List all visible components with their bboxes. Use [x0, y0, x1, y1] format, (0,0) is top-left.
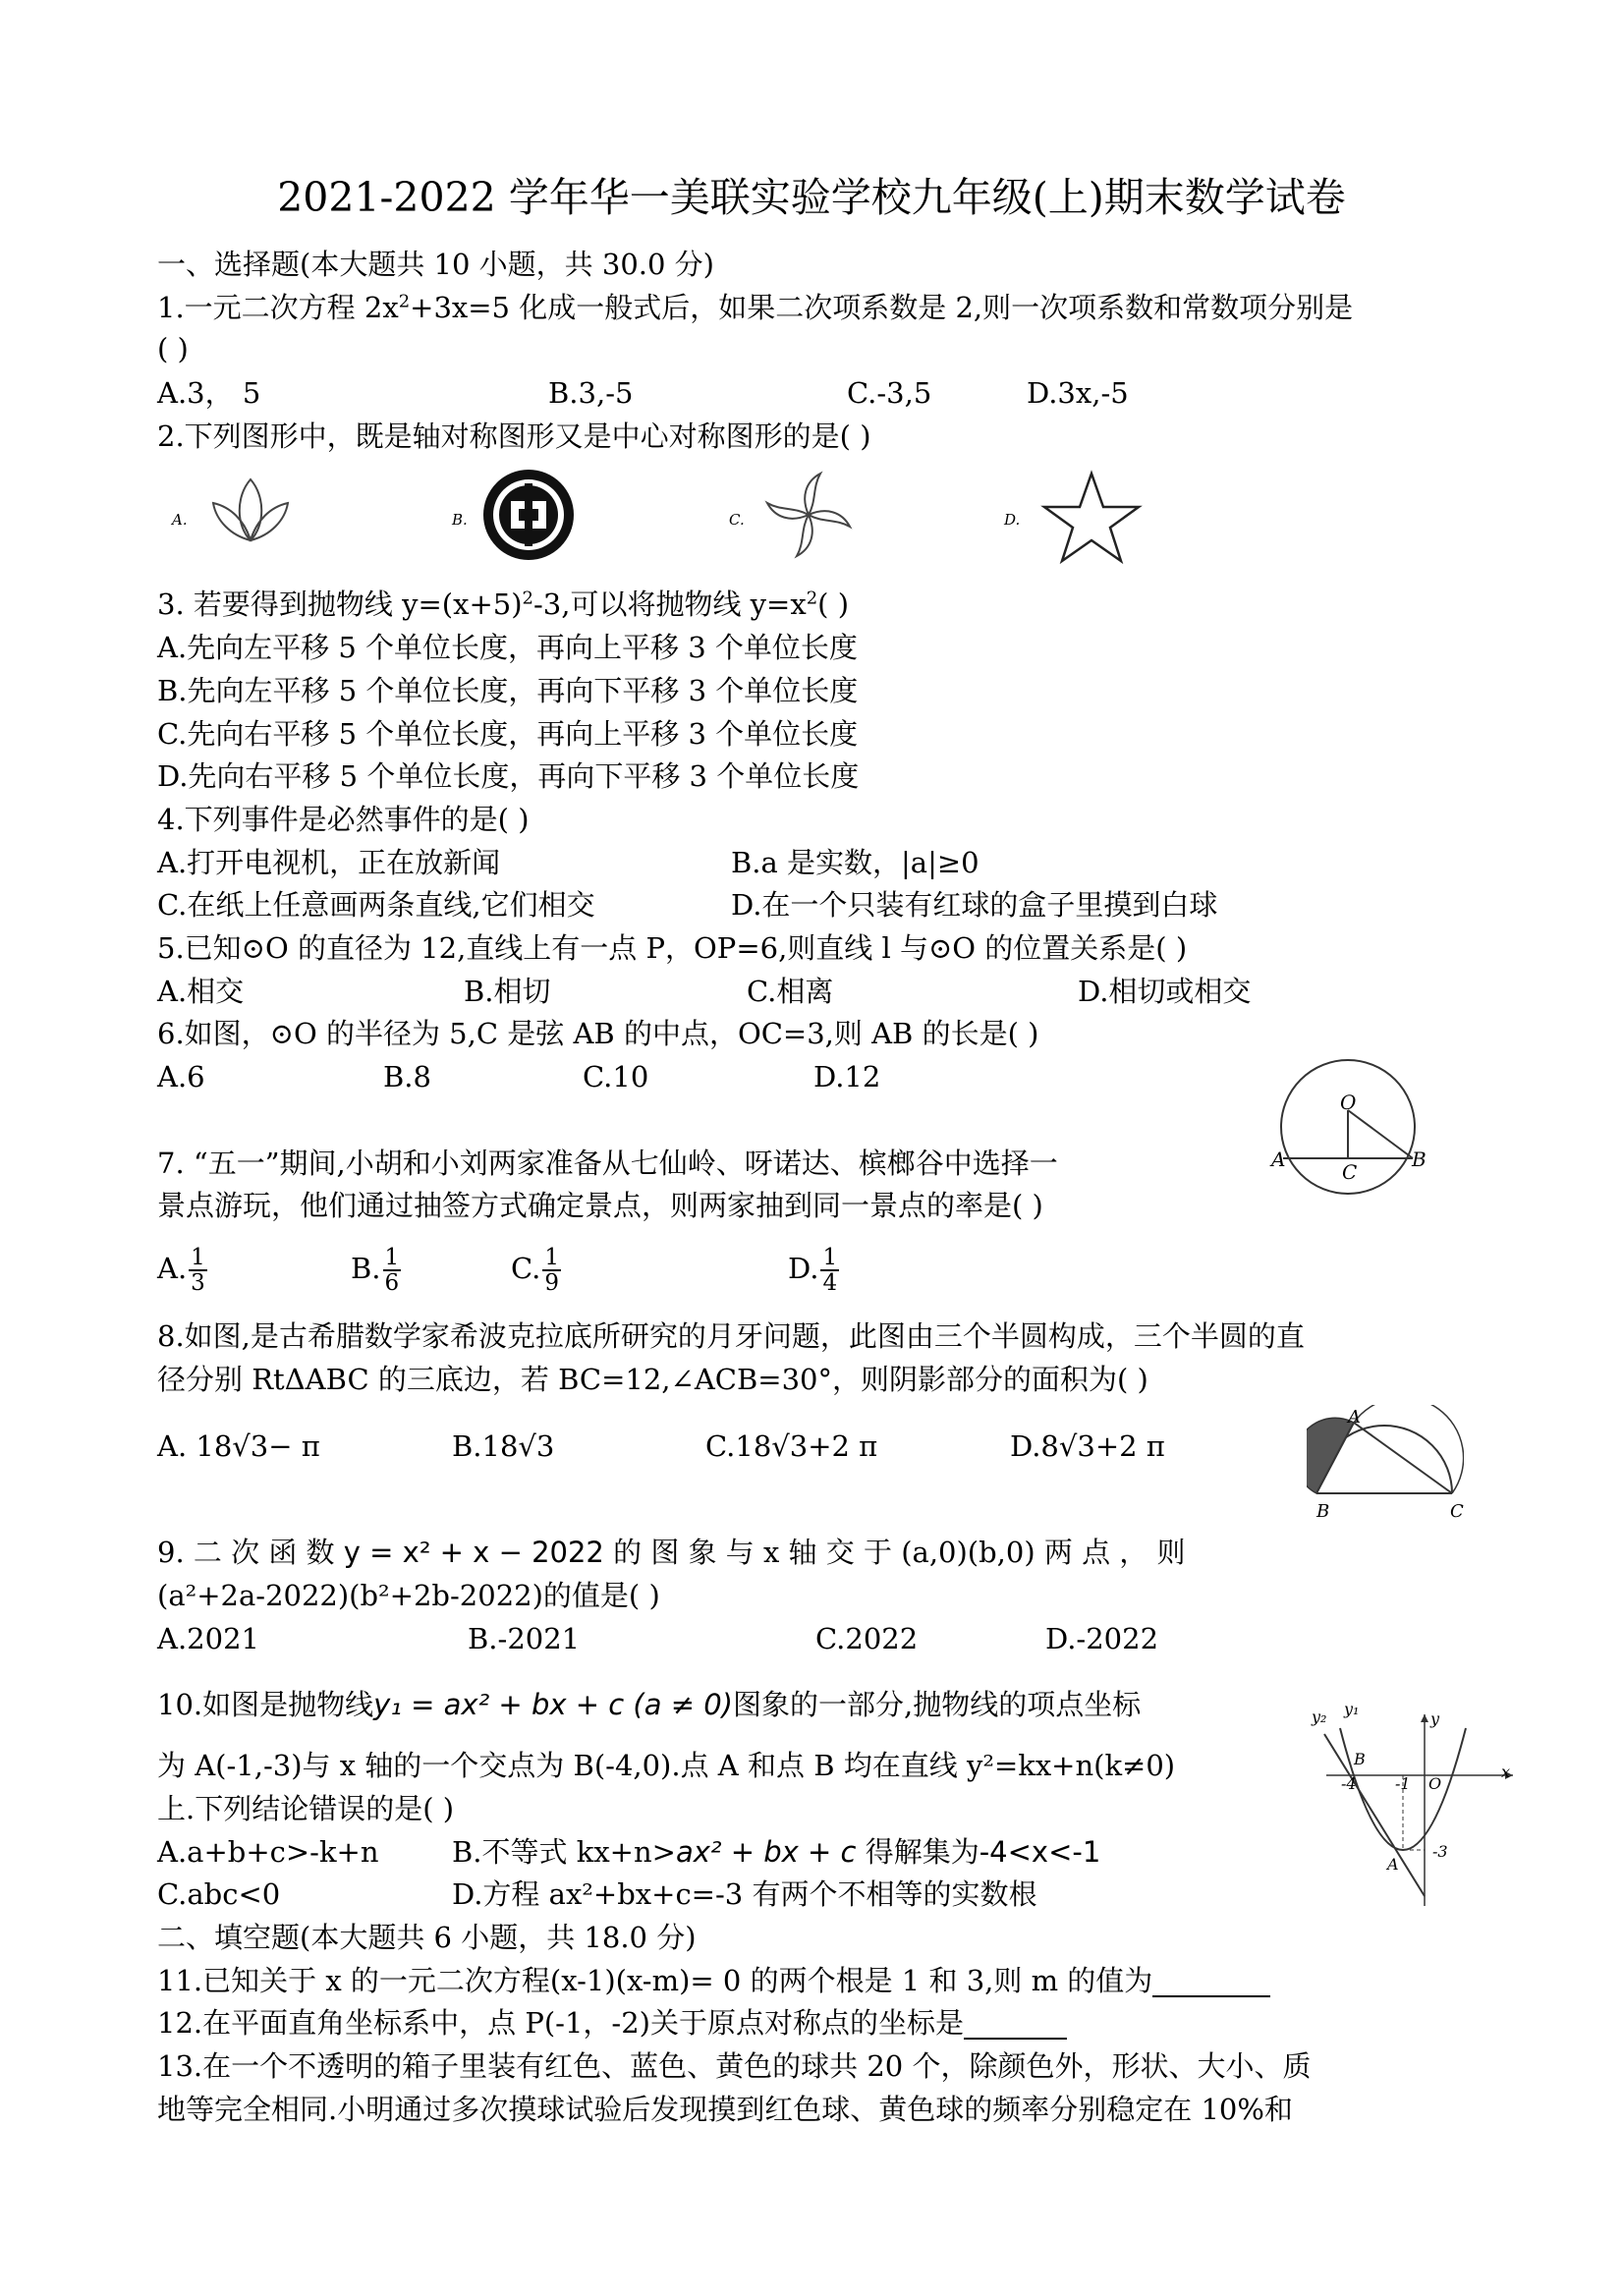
q10-option-a: A.a+b+c>-k+n: [157, 1835, 379, 1869]
q10-option-c: C.abc<0: [157, 1877, 281, 1911]
q1-option-c: C.-3,5: [847, 376, 932, 410]
q5-option-c: C.相离: [747, 975, 834, 1008]
q8-option-b: B.18√3: [452, 1429, 555, 1463]
question-5-stem: 5.已知⊙O 的直径为 12,直线上有一点 P，OP=6,则直线 l 与⊙O 的位置关系是( ): [157, 931, 1188, 965]
q5-option-b: B.相切: [464, 975, 551, 1008]
q6-option-a: A.6: [157, 1060, 205, 1093]
q10-option-b: B.不等式 kx+n>ax² + bx + c 得解集为-4<x<-1: [452, 1835, 1101, 1869]
question-6-stem: 6.如图，⊙O 的半径为 5,C 是弦 AB 的中点，OC=3,则 AB 的长是( ): [157, 1017, 1039, 1050]
q7-fraction-a: $\frac{1}{3}$: [191, 1245, 205, 1296]
q7-fraction-b: $\frac{1}{6}$: [384, 1245, 400, 1296]
q8-label-b: B: [1316, 1501, 1330, 1522]
q9-equation: y = x² + x − 2022: [343, 1536, 604, 1569]
q7-option-c: C. $\frac{1}{9}$: [511, 1245, 560, 1296]
q1-option-b: B.3,-5: [548, 376, 634, 410]
q6-label-b: B: [1412, 1148, 1427, 1171]
q10-label-a: A: [1387, 1855, 1399, 1874]
q8-option-d: D.8√3+2 π: [1010, 1429, 1165, 1463]
lotus-icon: [201, 472, 300, 550]
q2-label-b: B.: [452, 511, 468, 529]
q10-label-y2: y₂: [1312, 1708, 1327, 1726]
q8-label-a: A: [1348, 1407, 1361, 1428]
q10-label-o: O: [1428, 1774, 1442, 1793]
q4-option-a: A.打开电视机，正在放新闻: [157, 846, 501, 879]
q4-option-c: C.在纸上任意画两条直线,它们相交: [157, 888, 595, 922]
q2-label-d: D.: [1004, 511, 1021, 529]
q9-option-d: D.-2022: [1045, 1622, 1159, 1655]
q6-option-d: D.12: [813, 1060, 881, 1093]
section-heading-choice: 一、选择题(本大题共 10 小题，共 30.0 分): [157, 248, 714, 281]
question-8-line-1: 8.如图,是古希腊数学家希波克拉底所研究的月牙问题，此图由三个半圆构成，三个半圆的直: [157, 1319, 1305, 1353]
question-12-stem: 12.在平面直角坐标系中，点 P(-1，-2)关于原点对称点的坐标是: [157, 2006, 1067, 2040]
page-title: 2021-2022 学年华一美联实验学校九年级(上)期末数学试卷: [277, 174, 1346, 221]
q3-option-c: C.先向右平移 5 个单位长度，再向上平移 3 个单位长度: [157, 717, 859, 751]
bank-logo-icon: [481, 468, 576, 562]
q10-label-y1: y₁: [1344, 1700, 1360, 1718]
star-icon: [1039, 470, 1144, 564]
q5-option-d: D.相切或相交: [1078, 975, 1252, 1008]
q7-option-b: B. $\frac{1}{6}$: [351, 1245, 400, 1296]
question-2-stem: 2.下列图形中，既是轴对称图形又是中心对称图形的是( ): [157, 420, 871, 453]
q10-equation: y₁ = ax² + bx + c (a ≠ 0): [373, 1688, 733, 1721]
q9-option-b: B.-2021: [468, 1622, 581, 1655]
q7-fraction-d: $\frac{1}{4}$: [822, 1245, 838, 1296]
question-1-paren: ( ): [157, 332, 189, 365]
question-3-stem: 3. 若要得到抛物线 $y=(x+5)^2-3$,可以将抛物线 $y=x^2$( ): [157, 588, 850, 621]
q9-option-c: C.2022: [815, 1622, 919, 1655]
q10-label-minus3: -3: [1432, 1842, 1448, 1861]
question-9-line-1: 9. 二 次 函 数 y = x² + x − 2022 的 图 象 与 x 轴 交 于 (a,0)(b,0) 两 点 ， 则: [157, 1536, 1186, 1569]
q3-option-a: A.先向左平移 5 个单位长度，再向上平移 3 个单位长度: [157, 631, 858, 664]
question-10-line-2: 为 A(-1,-3)与 x 轴的一个交点为 B(-4,0).点 A 和点 B 均在直线 y²=kx+n(k≠0): [157, 1749, 1176, 1782]
q4-option-b: B.a 是实数，|a|≥0: [731, 846, 979, 879]
question-11-stem: 11.已知关于 x 的一元二次方程(x-1)(x-m)= 0 的两个根是 1 和 3,则 m 的值为: [157, 1964, 1270, 1997]
q10-label-minus4: -4: [1341, 1774, 1357, 1793]
q10-label-x: x: [1501, 1763, 1511, 1781]
q7-fraction-c: $\frac{1}{9}$: [544, 1245, 560, 1296]
question-8-line-2: 径分别 RtΔABC 的三底边，若 BC=12,∠ACB=30°，则阴影部分的面积为( ): [157, 1363, 1148, 1396]
q6-label-a: A: [1271, 1148, 1286, 1171]
q1-option-d: D.3x,-5: [1027, 376, 1129, 410]
q3-option-b: B.先向左平移 5 个单位长度，再向下平移 3 个单位长度: [157, 674, 859, 707]
q10-option-d: D.方程 ax²+bx+c=-3 有两个不相等的实数根: [452, 1877, 1037, 1911]
q6-option-b: B.8: [383, 1060, 431, 1093]
question-10-line-1: 10.如图是抛物线y₁ = ax² + bx + c (a ≠ 0)图象的一部分,抛物线的项点坐标: [157, 1688, 1142, 1721]
q10-label-y: y: [1430, 1709, 1440, 1728]
question-7-line-1: 7. “五一”期间,小胡和小刘两家准备从七仙岭、呀诺达、槟榔谷中选择一: [157, 1147, 1058, 1180]
question-9-line-2: (a²+2a-2022)(b²+2b-2022)的值是( ): [157, 1579, 660, 1612]
q7-option-d: D. $\frac{1}{4}$: [788, 1245, 838, 1296]
q2-label-a: A.: [172, 511, 188, 529]
q9-option-a: A.2021: [157, 1622, 259, 1655]
question-10-line-3: 上.下列结论错误的是( ): [157, 1792, 455, 1825]
question-1-stem: 1.一元二次方程 $2x^2+3x=5$ 化成一般式后，如果二次项系数是 2,则一次项系数和常数项分别是: [157, 291, 1354, 324]
q8-label-c: C: [1450, 1501, 1464, 1522]
q3-option-d: D.先向右平移 5 个单位长度，再向下平移 3 个单位长度: [157, 759, 860, 793]
q8-option-a: A. 18√3− π: [157, 1429, 320, 1463]
question-13-line-2: 地等完全相同.小明通过多次摸球试验后发现摸到红色球、黄色球的频率分别稳定在 10%和: [157, 2093, 1293, 2126]
question-4-stem: 4.下列事件是必然事件的是( ): [157, 803, 530, 836]
q7-option-a: A. $\frac{1}{3}$: [157, 1245, 205, 1296]
section-heading-fill: 二、填空题(本大题共 6 小题，共 18.0 分): [157, 1921, 697, 1954]
q11-answer-blank[interactable]: [1152, 1970, 1270, 1997]
q10-parabola-figure: [1316, 1705, 1523, 1911]
q6-label-o: O: [1340, 1091, 1357, 1114]
q8-option-c: C.18√3+2 π: [705, 1429, 878, 1463]
q2-label-c: C.: [729, 511, 745, 529]
q6-label-c: C: [1342, 1160, 1358, 1184]
q12-answer-blank[interactable]: [964, 2012, 1067, 2040]
q5-option-a: A.相交: [157, 975, 245, 1008]
q4-option-d: D.在一个只装有红球的盒子里摸到白球: [731, 888, 1218, 922]
pinwheel-icon: [761, 468, 856, 562]
question-7-line-2: 景点游玩，他们通过抽签方式确定景点，则两家抽到同一景点的率是( ): [157, 1189, 1043, 1222]
q8-lune-figure: [1307, 1405, 1464, 1513]
q10-label-minus1: -1: [1395, 1774, 1411, 1793]
q1-option-a: A.3， 5: [157, 376, 261, 410]
q10-label-b: B: [1354, 1750, 1366, 1768]
question-13-line-1: 13.在一个不透明的箱子里装有红色、蓝色、黄色的球共 20 个，除颜色外，形状、大小、质: [157, 2049, 1312, 2083]
q6-option-c: C.10: [583, 1060, 649, 1093]
